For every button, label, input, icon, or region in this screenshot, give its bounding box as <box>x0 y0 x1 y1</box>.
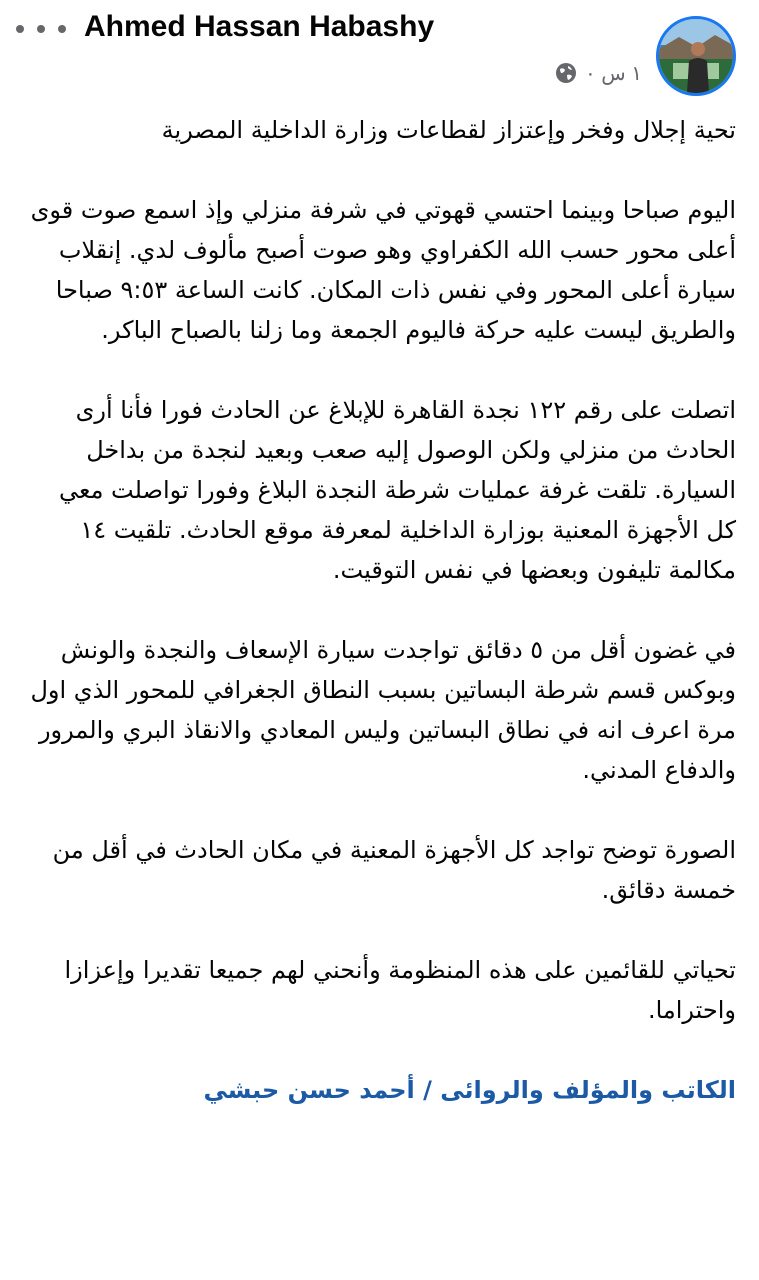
author-signature: الكاتب والمؤلف والروائى / أحمد حسن حبشي <box>203 1076 736 1104</box>
avatar-photo <box>659 19 733 93</box>
post-meta <box>555 58 642 88</box>
post-header <box>0 0 759 96</box>
post-paragraph: الصورة توضح تواجد كل الأجهزة المعنية في مكان الحادث في أقل من خمسة دقائق. <box>52 836 736 904</box>
globe-icon[interactable] <box>555 62 577 84</box>
more-options-icon-dot <box>37 25 45 33</box>
post-paragraph: في غضون أقل من ٥ دقائق تواجدت سيارة الإسعاف والنجدة والونش وبوكس قسم شرطة البساتين بسبب النطاق الجغرافي للمحور الذي اول مرة اعرف انه في نطاق البساتين وليس المعادي والانقاذ البري والمرور والدفاع المدني. <box>30 636 736 784</box>
post-paragraph-title: تحية إجلال وفخر وإعتزاز لقطاعات وزارة الداخلية المصرية <box>161 116 736 144</box>
more-options-icon-dot <box>58 25 66 33</box>
more-options-button[interactable] <box>16 14 66 44</box>
post-body <box>22 110 736 1110</box>
post-paragraph: اليوم صباحا وبينما احتسي قهوتي في شرفة منزلي وإذ اسمع صوت قوى أعلى محور حسب الله الكفراوي وهو صوت أصبح مألوف لدي. إنقلاب سيارة أعلى المحور وفي نفس ذات المكان. كانت الساعة ٩:٥٣ صباحا والطريق ليست عليه حركة فاليوم الجمعة وما زلنا بالصباح الباكر. <box>30 196 736 344</box>
more-options-icon <box>16 25 24 33</box>
post-paragraph: اتصلت على رقم ١٢٢ نجدة القاهرة للإبلاغ عن الحادث فورا فأنا أرى الحادث من منزلي ولكن الوصول إليه صعب وبعيد لنجدة من بداخل السيارة. تلقت غرفة عمليات شرطة النجدة البلاغ وفورا تواصلت معي كل الأجهزة المعنية بوزارة الداخلية لمعرفة موقع الحادث. تلقيت ١٤ مكالمة تليفون وبعضها في نفس التوقيت. <box>58 396 736 584</box>
post-paragraph: تحياتي للقائمين على هذه المنظومة وأنحني لهم جميعا تقديرا وإعزازا واحتراما. <box>64 956 736 1024</box>
author-name[interactable]: Ahmed Hassan Habashy <box>84 10 435 43</box>
post-timestamp[interactable]: ١ س ٠ <box>585 62 643 85</box>
avatar[interactable] <box>656 16 736 96</box>
